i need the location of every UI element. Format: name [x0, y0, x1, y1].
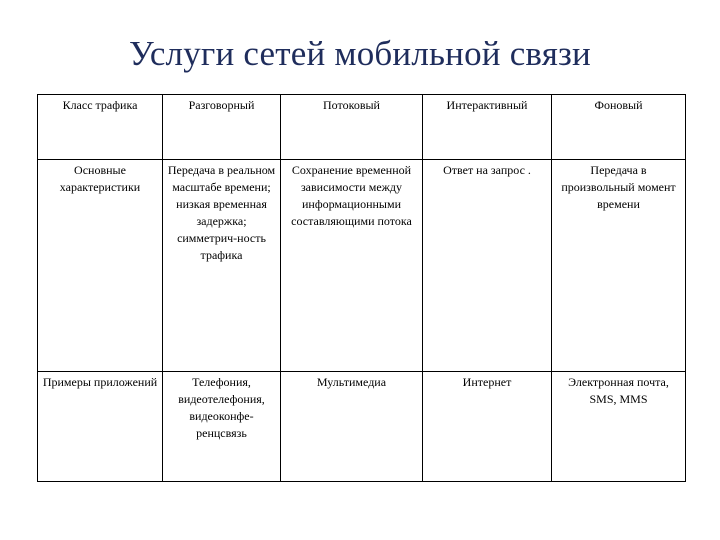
cell-streaming-characteristics: Сохранение временной зависимости между информационными составляющими потока	[281, 160, 423, 372]
traffic-classes-table	[37, 94, 686, 482]
cell-streaming-examples: Мультимедиа	[281, 372, 423, 482]
header-cell-interactive: Интерактивный	[423, 95, 552, 160]
table-row-characteristics	[38, 160, 686, 372]
header-cell-background: Фоновый	[552, 95, 686, 160]
row-label-characteristics: Основные характеристики	[38, 160, 163, 372]
slide-title: Услуги сетей мобильной связи	[129, 34, 591, 73]
table-header-row	[38, 95, 686, 160]
cell-background-examples: Электронная почта, SMS, MMS	[552, 372, 686, 482]
header-cell-conversational: Разговорный	[163, 95, 281, 160]
cell-conversational-characteristics: Передача в реальном масштабе времени; низкая временная задержка; симметрич-ность трафика	[163, 160, 281, 372]
header-cell-streaming: Потоковый	[281, 95, 423, 160]
row-label-examples: Примеры приложений	[38, 372, 163, 482]
cell-conversational-examples: Телефония, видеотелефония, видеоконфе-ренцсвязь	[163, 372, 281, 482]
header-cell-traffic-class: Класс трафика	[38, 95, 163, 160]
cell-interactive-examples: Интернет	[423, 372, 552, 482]
table-row-examples	[38, 372, 686, 482]
cell-interactive-characteristics: Ответ на запрос .	[423, 160, 552, 372]
cell-background-characteristics: Передача в произвольный момент времени	[552, 160, 686, 372]
